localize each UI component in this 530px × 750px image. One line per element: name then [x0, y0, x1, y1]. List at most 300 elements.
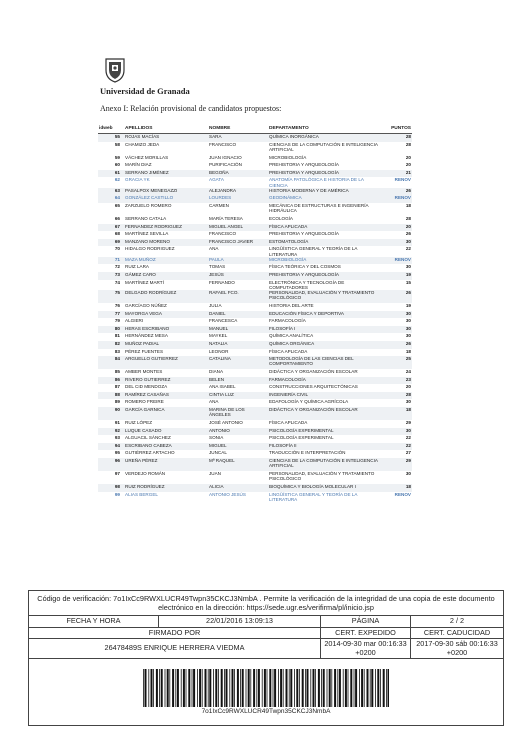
verification-text: Código de verificación: 7o1IxCc9RWXLUCR49Twpn35CKCJ3NmbA . Permite la verificación de la integridad de una copia de este documento electrónico en la dirección: https://sede.ugr.es/verifirma/pl/inicio.jsp	[29, 591, 503, 616]
barcode-bar	[232, 669, 234, 707]
barcode-bar	[143, 669, 144, 707]
cell-apellidos: PASALPOX MENEGAZZI	[124, 188, 208, 196]
cell-departamento: QUÍMICA ANALÍTICA	[269, 333, 314, 339]
barcode-bar	[237, 669, 239, 707]
table-row	[98, 392, 412, 400]
barcode-bar	[250, 669, 251, 707]
barcode-bar	[327, 669, 328, 707]
cell-nombre: ANA	[209, 246, 219, 252]
cell-departamento: LINGÜÍSTICA GENERAL Y TEORÍA DE LA LITERATURA	[269, 246, 358, 257]
cell-idweb: 97	[114, 471, 120, 477]
barcode-bar	[364, 669, 365, 707]
barcode-bar	[253, 669, 255, 707]
barcode-bar	[208, 669, 209, 707]
barcode-bar	[224, 669, 225, 707]
cell-departamento: PREHISTORIA Y ARQUEOLOGÍA	[269, 231, 339, 237]
cell-departamento: FÍSICA TEÓRICA Y DEL COSMOS	[269, 264, 341, 270]
cell-apellidos: DELGADO RODRÍGUEZ	[124, 290, 208, 303]
cell-idweb: 96	[98, 458, 124, 471]
barcode-code-text: 7o1IxCc9RWXLUCR49Twpn35CKCJ3NmbA	[201, 708, 331, 715]
cell-apellidos: VERDEJO ROMÁN	[125, 471, 166, 477]
expedido-label: CERT. EXPEDIDO	[321, 628, 411, 639]
barcode-bar	[199, 669, 201, 707]
cell-nombre: MIGUEL	[208, 443, 268, 451]
cell-departamento: FARMACOLOGÍA	[268, 377, 384, 385]
cell-nombre: ANA ISABEL	[209, 384, 236, 390]
cell-apellidos: HIDALGO RODRIGUEZ	[125, 246, 175, 252]
cell-nombre: MARINA DE LOS ÁNGELES	[208, 407, 268, 420]
barcode-bar	[296, 669, 298, 707]
cell-departamento: CONSTRUCCIONES ARQUITECTÓNICAS	[269, 384, 358, 390]
table-row	[98, 280, 412, 290]
cell-apellidos: HERNÁNDEZ MESA	[125, 333, 168, 339]
barcode-bar	[246, 669, 247, 707]
cell-apellidos: ALIAS BERGEL	[125, 491, 158, 497]
barcode-bar	[278, 669, 279, 707]
cell-puntos: 28	[405, 215, 411, 221]
firmado-label: FIRMADO POR	[29, 628, 321, 639]
table-row	[98, 471, 412, 484]
barcode-bar	[213, 669, 214, 707]
table-row	[98, 399, 412, 407]
cell-nombre: ALEJANDRA	[208, 188, 268, 196]
cell-departamento: MICROBIOLOGÍA	[268, 257, 384, 265]
table-row	[98, 162, 412, 170]
cell-departamento: PSICOLOGÍA EXPERIMENTAL	[268, 428, 384, 436]
barcode-bar	[310, 669, 311, 707]
cell-departamento: ESTOMATOLOGÍA	[268, 239, 384, 247]
cell-idweb: 94	[98, 443, 124, 451]
cell-apellidos: LUQUE CASADO	[124, 428, 208, 436]
cell-idweb: 67	[98, 224, 124, 232]
cell-nombre: DIANA	[209, 369, 224, 375]
cell-nombre: FRANCESCA	[209, 318, 238, 324]
table-row	[98, 341, 412, 349]
barcode-bar	[267, 669, 268, 707]
barcode-bar	[209, 669, 211, 707]
cell-apellidos: ESCRIBANO CABEZA	[124, 443, 208, 451]
verification-row-headers	[29, 628, 503, 640]
barcode-bar	[350, 669, 352, 707]
cell-puntos: 20	[405, 162, 411, 168]
cell-apellidos: AMBER MONTES	[125, 369, 163, 375]
cell-idweb: 73	[98, 272, 124, 280]
table-row	[98, 420, 412, 428]
barcode-bar	[331, 669, 332, 707]
cell-departamento: PREHISTORIA Y ARQUEOLOGÍA	[268, 272, 384, 280]
cell-apellidos: PÉREZ FUENTES	[125, 348, 164, 354]
table-row	[98, 384, 412, 392]
cell-departamento: BIOQUÍMICA Y BIOLOGÍA MOLECULAR I	[268, 484, 384, 492]
cell-idweb: 88	[98, 392, 124, 400]
barcode-bar	[371, 669, 373, 707]
cell-idweb: 61	[98, 170, 124, 178]
table-row	[98, 492, 412, 502]
pagina-label: PÁGINA	[321, 616, 411, 627]
cell-nombre: CARMEN	[209, 202, 229, 208]
table-row	[98, 377, 412, 385]
cell-idweb: 98	[98, 484, 124, 492]
cell-nombre: ANA	[209, 399, 219, 405]
cell-puntos: 18	[384, 484, 412, 492]
barcode-bar	[334, 669, 336, 707]
cell-departamento: FÍSICA APLICADA	[269, 420, 308, 426]
barcode-bar	[177, 669, 179, 707]
barcode-bar	[386, 669, 387, 707]
cell-puntos: 30	[405, 318, 411, 324]
barcode-bar	[315, 669, 316, 707]
cell-apellidos: ALGIERI	[125, 318, 144, 324]
candidates-table	[98, 124, 412, 502]
table-row	[98, 369, 412, 377]
annex-title: Anexo I: Relación provisional de candidatos propuestos:	[100, 104, 282, 113]
cell-apellidos: ROMERO FREIRE	[125, 399, 164, 405]
cell-puntos: 18	[405, 348, 411, 354]
cell-idweb: 65	[114, 202, 120, 208]
table-row	[98, 318, 412, 326]
barcode-bar	[240, 669, 241, 707]
barcode-bar	[153, 669, 154, 707]
cell-nombre: CATALINA	[208, 356, 268, 369]
cell-puntos: RENOV	[384, 195, 412, 203]
cell-idweb: 62	[114, 177, 120, 183]
cell-departamento: PERSONALIDAD, EVALUACIÓN Y TRATAMIENTO PSICOLÓGICO	[269, 471, 375, 482]
barcode-bar	[242, 669, 244, 707]
cell-departamento: PSICOLOGÍA EXPERIMENTAL	[269, 435, 334, 441]
barcode-bar	[175, 669, 176, 707]
cell-puntos: 28	[384, 134, 412, 142]
cell-nombre: FRANCISCO JAVIER	[208, 239, 268, 247]
caducidad-value: 2017-09-30 sáb 00:16:33 +0200	[416, 639, 498, 657]
barcode-bar	[264, 669, 266, 707]
cell-puntos: 27	[405, 450, 411, 456]
cell-puntos: 28	[384, 392, 412, 400]
cell-puntos: 20	[405, 384, 411, 390]
cell-idweb: 76	[114, 302, 120, 308]
barcode-bar	[305, 669, 306, 707]
col-header-departamento: DEPARTAMENTO	[268, 124, 384, 134]
cell-puntos: 26	[384, 290, 412, 303]
cell-nombre: MANUEL	[208, 326, 268, 334]
cell-departamento: PERSONALIDAD, EVALUACIÓN Y TRATAMIENTO PSICOLÓGICO	[268, 290, 384, 303]
cell-puntos: 29	[405, 420, 411, 426]
cell-idweb: 55	[98, 134, 124, 142]
barcode-bar	[273, 669, 274, 707]
barcode-bar	[161, 669, 163, 707]
cell-apellidos: RUIZ LÓPEZ	[125, 420, 153, 426]
barcode-bar	[323, 669, 325, 707]
cell-nombre: JESÚS	[208, 272, 268, 280]
cell-nombre: PAULA	[208, 257, 268, 265]
table-row	[98, 407, 412, 420]
cell-puntos: 28	[405, 141, 411, 147]
cell-nombre: BELEN	[208, 377, 268, 385]
cell-puntos: 30	[384, 239, 412, 247]
col-header-idweb: idweb	[98, 124, 124, 134]
verification-row-values	[29, 639, 503, 659]
barcode-bar	[359, 669, 360, 707]
cell-apellidos: MARÍN DIAZ	[125, 162, 152, 168]
pagina-value: 2 / 2	[449, 616, 465, 625]
cell-idweb: 58	[114, 141, 120, 147]
barcode-bar	[337, 669, 338, 707]
table-row	[98, 203, 412, 216]
cell-apellidos: HERAS ESCRIBANO	[124, 326, 208, 334]
cell-puntos: 19	[384, 272, 412, 280]
cell-idweb: 89	[114, 399, 120, 405]
expedido-value: 2014-09-30 mar 00:16:33 +0200	[321, 639, 411, 658]
cell-nombre: JULIA	[209, 302, 222, 308]
cell-apellidos: RAMÍREZ CASAÑAS	[124, 392, 208, 400]
table-row	[98, 290, 412, 303]
cell-puntos: 18	[384, 407, 412, 420]
cell-departamento: DIDÁCTICA Y ORGANIZACIÓN ESCOLAR	[269, 369, 358, 375]
table-row	[98, 195, 412, 203]
table-row	[98, 435, 412, 443]
cell-departamento: PREHISTORIA Y ARQUEOLOGÍA	[268, 170, 384, 178]
barcode-bar	[354, 669, 355, 707]
barcode-bar	[377, 669, 379, 707]
cell-apellidos: GARCÍA GARNICA	[124, 407, 208, 420]
cell-puntos: 26	[384, 188, 412, 196]
cell-departamento: CIENCIAS DE LA COMPUTACIÓN E INTELIGENCIA ARTIFICIAL	[269, 141, 378, 152]
cell-puntos: RENOV	[394, 491, 411, 497]
cell-apellidos: ALGUACIL SÁNCHEZ	[125, 435, 171, 441]
table-row	[98, 450, 412, 458]
barcode-bar	[380, 669, 381, 707]
table-row	[98, 246, 412, 256]
table-row	[98, 177, 412, 187]
barcode-bar	[258, 669, 260, 707]
cell-departamento: FARMACOLOGÍA	[269, 318, 306, 324]
cell-puntos: 26	[384, 341, 412, 349]
cell-departamento: EDAFOLOGÍA Y QUÍMICA AGRÍCOLA	[269, 399, 349, 405]
firmante-value: 26478489S ENRIQUE HERRERA VIEDMA	[29, 639, 321, 658]
cell-puntos: 24	[405, 369, 411, 375]
university-crest-logo	[100, 56, 130, 84]
cell-puntos: 15	[405, 279, 411, 285]
barcode-bar	[343, 669, 344, 707]
cell-apellidos: GUTIÉRREZ ARTACHO	[125, 450, 175, 456]
cell-idweb: 63	[98, 188, 124, 196]
cell-puntos: 22	[384, 443, 412, 451]
cell-apellidos: RIVERO GUTIERREZ	[124, 377, 208, 385]
cell-idweb: 85	[114, 369, 120, 375]
cell-puntos: 30	[384, 326, 412, 334]
cell-idweb: 79	[114, 318, 120, 324]
cell-apellidos: GARCÍAGO NÚÑEZ	[125, 302, 167, 308]
cell-departamento: MICROBIOLOGÍA	[269, 154, 307, 160]
barcode-bar	[229, 669, 230, 707]
barcode-bar	[192, 669, 193, 707]
cell-departamento: FÍSICA APLICADA	[268, 224, 384, 232]
cell-nombre: MIGUEL ANGEL	[208, 224, 268, 232]
cell-apellidos: MANZANO MORENO	[124, 239, 208, 247]
cell-idweb: 81	[114, 333, 120, 339]
cell-idweb: 83	[114, 348, 120, 354]
cell-idweb: 91	[114, 420, 120, 426]
barcode-bar	[367, 669, 369, 707]
barcode-bar	[321, 669, 322, 707]
barcode-bar	[256, 669, 257, 707]
cell-nombre: TOMAS	[209, 264, 226, 270]
cell-apellidos: RUIZ RODRÍGUEZ	[124, 484, 208, 492]
cell-idweb: 99	[114, 491, 120, 497]
col-header-puntos: PUNTOS	[384, 124, 412, 134]
cell-nombre: SONIA	[209, 435, 224, 441]
cell-departamento: ECOLOGÍA	[269, 215, 293, 221]
barcode-bar	[169, 669, 170, 707]
cell-idweb: 80	[98, 326, 124, 334]
cell-puntos: 20	[384, 224, 412, 232]
cell-nombre: JUAN	[209, 471, 221, 477]
cell-nombre: CINTIA LUZ	[208, 392, 268, 400]
cell-apellidos: ZARZUELO ROMERO	[125, 202, 172, 208]
barcode-bar	[181, 669, 182, 707]
cell-apellidos: FERNANDEZ RODRIGUEZ	[124, 224, 208, 232]
cell-nombre: MARÍA TERESA	[209, 215, 243, 221]
cell-nombre: RAFAEL FCO.	[208, 290, 268, 303]
barcode-bar	[159, 669, 160, 707]
cell-puntos: 30	[405, 264, 411, 270]
fecha-label: FECHA Y HORA	[29, 616, 159, 627]
cell-puntos: 26	[405, 231, 411, 237]
cell-departamento: HISTORIA DEL ARTE	[269, 302, 314, 308]
cell-departamento: EDUCACIÓN FÍSICA Y DEPORTIVA	[268, 311, 384, 319]
cell-apellidos: GRACIA YK	[125, 177, 150, 183]
verification-box	[28, 590, 504, 726]
table-row	[98, 142, 412, 155]
cell-nombre: FRANCISCO	[209, 231, 237, 237]
cell-puntos: 18	[405, 202, 411, 208]
cell-nombre: BEGOÑA	[208, 170, 268, 178]
barcode-bar	[361, 669, 363, 707]
cell-nombre: MAYKEL	[209, 333, 228, 339]
caducidad-label: CERT. CADUCIDAD	[423, 627, 491, 637]
cell-idweb: 71	[98, 257, 124, 265]
barcode-bar	[302, 669, 304, 707]
cell-puntos: 21	[384, 170, 412, 178]
cell-nombre: ANTONIO JESÚS	[209, 491, 246, 497]
barcode-bar	[215, 669, 217, 707]
barcode-bar	[375, 669, 376, 707]
cell-apellidos: RUIZ LARA	[125, 264, 149, 270]
cell-apellidos: ROJAS MACÍAS	[124, 134, 208, 142]
cell-departamento: QUÍMICA ORGÁNICA	[268, 341, 384, 349]
barcode-bar	[289, 669, 290, 707]
cell-idweb: 69	[98, 239, 124, 247]
table-row	[98, 333, 412, 341]
verification-row-date	[29, 616, 503, 628]
cell-departamento: TRADUCCIÓN E INTERPRETACIÓN	[269, 450, 346, 456]
cell-idweb: 93	[114, 435, 120, 441]
cell-idweb: 75	[98, 290, 124, 303]
fecha-value: 22/01/2016 13:09:13	[159, 616, 321, 627]
cell-idweb: 66	[114, 215, 120, 221]
barcode-bar	[355, 669, 357, 707]
cell-puntos: 19	[405, 302, 411, 308]
barcode-bar	[345, 669, 347, 707]
cell-puntos: 20	[405, 154, 411, 160]
cell-nombre: FRANCISCO	[209, 141, 237, 147]
barcode-bar	[318, 669, 320, 707]
barcode-bar	[339, 669, 341, 707]
cell-nombre: DANIEL	[208, 311, 268, 319]
cell-apellidos: MARTÍNEZ SEVILLA	[125, 231, 169, 237]
cell-apellidos: UREÑA PÉREZ	[124, 458, 208, 471]
table-row	[98, 356, 412, 369]
barcode-bar	[172, 669, 174, 707]
cell-apellidos: CHAMIZO JEDA	[125, 141, 160, 147]
cell-puntos: 25	[384, 356, 412, 369]
cell-puntos: 23	[384, 377, 412, 385]
barcode-bar	[193, 669, 195, 707]
table-row	[98, 231, 412, 239]
table-row	[98, 303, 412, 311]
barcode-bar	[348, 669, 349, 707]
cell-apellidos: DEL CID MENDOZA	[125, 384, 168, 390]
barcode-bar	[197, 669, 198, 707]
cell-nombre: NATALIA	[208, 341, 268, 349]
table-row	[98, 239, 412, 247]
cell-puntos: 30	[405, 399, 411, 405]
barcode-bar	[151, 669, 153, 707]
barcode-bar	[290, 669, 292, 707]
cell-idweb: 82	[98, 341, 124, 349]
cell-nombre: AGATA	[209, 177, 224, 183]
cell-departamento: METODOLOGÍA DE LAS CIENCIAS DEL COMPORTAMIENTO	[268, 356, 384, 369]
cell-departamento: LINGÜÍSTICA GENERAL Y TEORÍA DE LA LITERATURA	[269, 491, 358, 502]
barcode-bar	[262, 669, 263, 707]
barcode-bar	[156, 669, 158, 707]
barcode-bar	[167, 669, 169, 707]
cell-idweb: 60	[114, 162, 120, 168]
cell-idweb: 70	[114, 246, 120, 252]
cell-nombre: SARA	[208, 134, 268, 142]
cell-puntos: RENOV	[394, 177, 411, 183]
cell-idweb: 59	[114, 154, 120, 160]
barcode-bar	[234, 669, 235, 707]
table-row	[98, 484, 412, 492]
barcode-image	[143, 669, 389, 707]
barcode-bar	[165, 669, 166, 707]
table-row	[98, 311, 412, 319]
table-row	[98, 216, 412, 224]
cell-idweb: 74	[114, 279, 120, 285]
cell-idweb: 72	[114, 264, 120, 270]
cell-puntos: 30	[405, 333, 411, 339]
barcode-bar	[294, 669, 295, 707]
table-row	[98, 272, 412, 280]
barcode-bar	[383, 669, 385, 707]
cell-departamento: FILOSOFÍA II	[268, 443, 384, 451]
cell-nombre: ALICIA	[208, 484, 268, 492]
cell-puntos: 30	[405, 471, 411, 477]
cell-departamento: QUÍMICA INORGÁNICA	[268, 134, 384, 142]
barcode-bar	[221, 669, 223, 707]
cell-idweb: 95	[114, 450, 120, 456]
cell-departamento: PREHISTORIA Y ARQUEOLOGÍA	[269, 162, 339, 168]
barcode-bar	[313, 669, 315, 707]
cell-nombre: LEONOR	[209, 348, 229, 354]
cell-departamento: INGENIERÍA CIVIL	[268, 392, 384, 400]
cell-departamento: FILOSOFÍA I	[268, 326, 384, 334]
cell-departamento: GEODINÁMICA	[268, 195, 384, 203]
cell-idweb: 86	[98, 377, 124, 385]
table-row	[98, 264, 412, 272]
university-name: Universidad de Granada	[100, 86, 190, 96]
cell-puntos: 22	[405, 246, 411, 252]
